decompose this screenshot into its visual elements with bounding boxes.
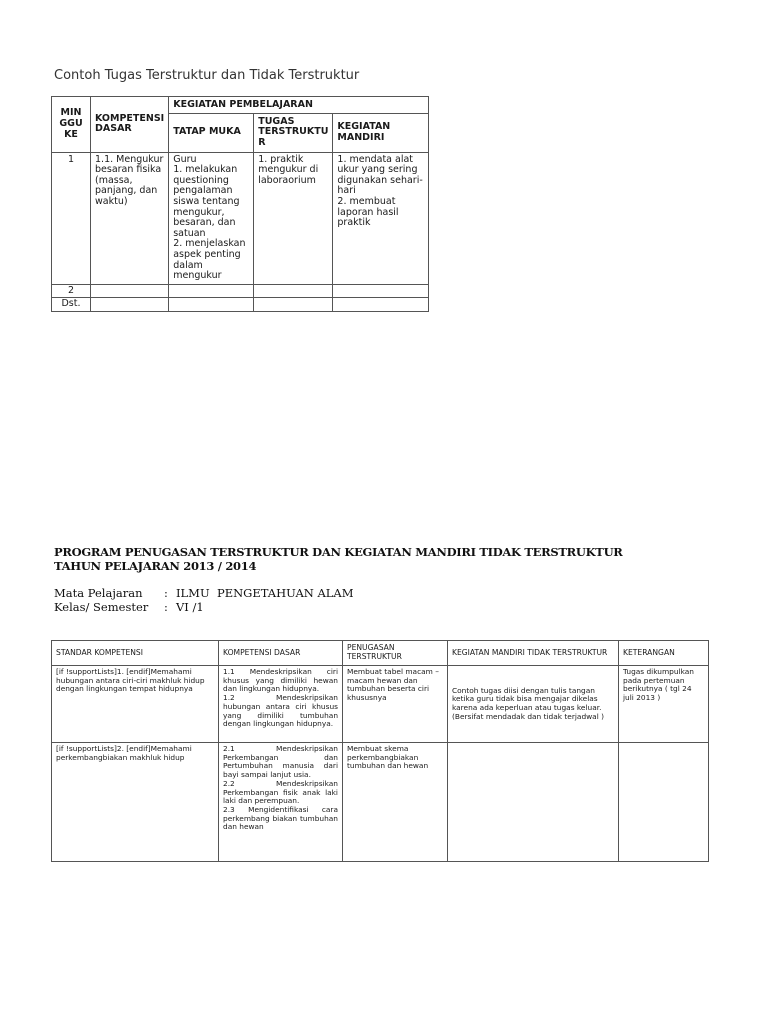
cell-tatap-muka: Guru 1. melakukan questioning pengalaman siswa tentang mengukur, besaran, dan satuan 2. menjelaskan aspek penting dalam mengukur: [169, 152, 254, 284]
program-title-line1: PROGRAM PENUGASAN TERSTRUKTUR DAN KEGIATAN MANDIRI TIDAK TERSTRUKTUR: [54, 545, 623, 559]
cell-kompetensi-dasar: 2.1 Mendeskripsikan Perkembangan dan Pertumbuhan manusia dari bayi sampai lanjut usia. 2.2 Mendeskripsikan Perkembangan fisik anak laki laki dan perempuan. 2.3 Mengidentifikasi cara perkembang biakan tumbuhan dan hewan: [219, 743, 343, 862]
cell-kompetensi-dasar: 1.1 Mendeskripsikan ciri khusus yang dimiliki hewan dan lingkungan hidupnya. 1.2 Mendeskripsikan hubungan antara ciri khusus yang dimiliki tumbuhan dengan lingkungan hidupnya.: [219, 666, 343, 743]
cell-minggu: Dst.: [52, 298, 91, 312]
table-header-row: [52, 641, 709, 666]
cell-kegiatan-mandiri: [448, 743, 619, 862]
cell-standar: [if !supportLists]2. [endif]Memahami perkembangbiakan makhluk hidup: [52, 743, 219, 862]
table-row: [52, 284, 429, 298]
meta-row-kelas: [54, 600, 354, 614]
header-tatap-muka: TATAP MUKA: [169, 113, 254, 152]
mapel-separator: :: [164, 586, 168, 600]
program-title: [54, 545, 623, 573]
cell-minggu: 2: [52, 284, 91, 298]
cell-tugas: [254, 284, 333, 298]
header-keterangan: KETERANGAN: [619, 641, 709, 666]
page-caption: Contoh Tugas Terstruktur dan Tidak Terstruktur: [54, 68, 360, 83]
program-title-line2: TAHUN PELAJARAN 2013 / 2014: [54, 559, 257, 573]
header-kegiatan: KEGIATAN PEMBELAJARAN: [169, 97, 429, 114]
mapel-label: Mata Pelajaran: [54, 586, 143, 600]
cell-mandiri: 1. mendata alat ukur yang sering digunakan sehari-hari 2. membuat laporan hasil praktik: [333, 152, 429, 284]
mapel-value: ILMU PENGETAHUAN ALAM: [176, 586, 354, 600]
header-kegiatan-mandiri: KEGIATAN MANDIRI TIDAK TERSTRUKTUR: [448, 641, 619, 666]
cell-mandiri: [333, 284, 429, 298]
cell-kompetensi: [91, 284, 169, 298]
program-table: [51, 640, 709, 862]
header-tugas: TUGAS TERSTRUKTU R: [254, 113, 333, 152]
cell-kegiatan-mandiri: Contoh tugas diisi dengan tulis tangan ketika guru tidak bisa mengajar dikelas karena ada keperluan atau tugas keluar. (Bersifat mendadak dan tidak terjadwal ): [448, 666, 619, 743]
kelas-label: Kelas/ Semester: [54, 600, 149, 614]
cell-mandiri: [333, 298, 429, 312]
cell-tatap-muka: [169, 284, 254, 298]
table-row: [52, 152, 429, 284]
tugas-table: [51, 96, 429, 312]
table-row: [52, 298, 429, 312]
cell-standar: [if !supportLists]1. [endif]Memahami hubungan antara ciri-ciri makhluk hidup dengan lingkungan tempat hidupnya: [52, 666, 219, 743]
table-row: [52, 743, 709, 862]
kelas-value: VI /1: [176, 600, 204, 614]
header-minggu: MIN GGU KE: [52, 97, 91, 153]
cell-kompetensi: [91, 298, 169, 312]
cell-tatap-muka: [169, 298, 254, 312]
cell-penugasan: Membuat tabel macam – macam hewan dan tumbuhan beserta ciri khususnya: [343, 666, 448, 743]
cell-tugas: [254, 298, 333, 312]
meta-row-mapel: [54, 586, 354, 600]
header-penugasan: PENUGASAN TERSTRUKTUR: [343, 641, 448, 666]
program-meta: [54, 586, 354, 614]
cell-kompetensi: 1.1. Mengukur besaran fisika (massa, panjang, dan waktu): [91, 152, 169, 284]
cell-keterangan: [619, 743, 709, 862]
header-kompetensi: KOMPETENSI DASAR: [91, 97, 169, 153]
header-standar: STANDAR KOMPETENSI: [52, 641, 219, 666]
cell-minggu: 1: [52, 152, 91, 284]
header-mandiri: KEGIATAN MANDIRI: [333, 113, 429, 152]
cell-keterangan: Tugas dikumpulkan pada pertemuan berikutnya ( tgl 24 juli 2013 ): [619, 666, 709, 743]
cell-penugasan: Membuat skema perkembangbiakan tumbuhan dan hewan: [343, 743, 448, 862]
kelas-separator: :: [164, 600, 168, 614]
cell-tugas: 1. praktik mengukur di laboraorium: [254, 152, 333, 284]
table-row: [52, 666, 709, 743]
header-kompetensi-dasar: KOMPETENSI DASAR: [219, 641, 343, 666]
